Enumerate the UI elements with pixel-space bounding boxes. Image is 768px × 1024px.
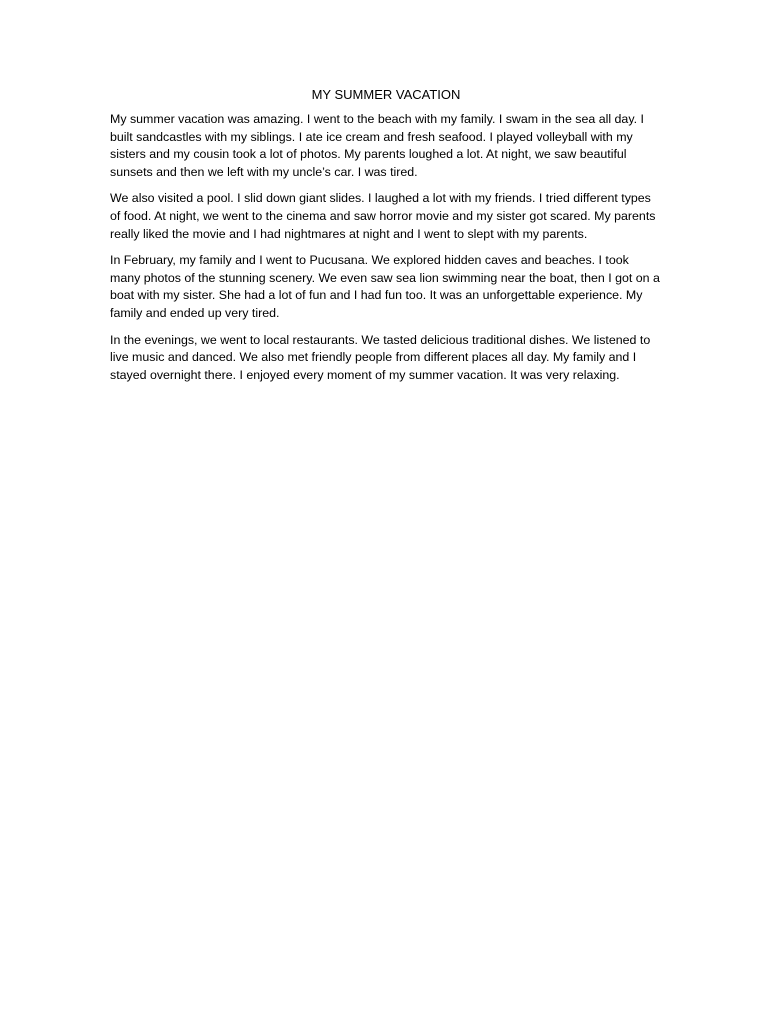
paragraph-2: We also visited a pool. I slid down giant slides. I laughed a lot with my friends. I tried different types of food. At night, we went to the cinema and saw horror movie and my sister got scared. My parents really liked the movie and I had nightmares at night and I went to slept with my parents. [110,191,656,241]
document-body [110,86,662,393]
document-title: MY SUMMER VACATION [311,87,461,102]
paragraph-4: In the evenings, we went to local restaurants. We tasted delicious traditional dishes. We listened to live music and danced. We also met friendly people from different places all day. My family and I stayed overnight there. I enjoyed every moment of my summer vacation. It was very relaxing. [110,332,651,382]
paragraph-3: In February, my family and I went to Pucusana. We explored hidden caves and beaches. I took many photos of the stunning scenery. We even saw sea lion swimming near the boat, then I got on a boat with my sister. She had a lot of fun and I had fun too. It was an unforgettable experience. My family and ended up very tired. [110,253,660,320]
paragraph-1: My summer vacation was amazing. I went to the beach with my family. I swam in the sea all day. I built sandcastles with my siblings. I ate ice cream and fresh seafood. I played volleyball with my sisters and my cousin took a lot of photos. My parents loughed a lot. At night, we saw beautiful sunsets and then we left with my uncle’s car. I was tired. [110,112,644,179]
